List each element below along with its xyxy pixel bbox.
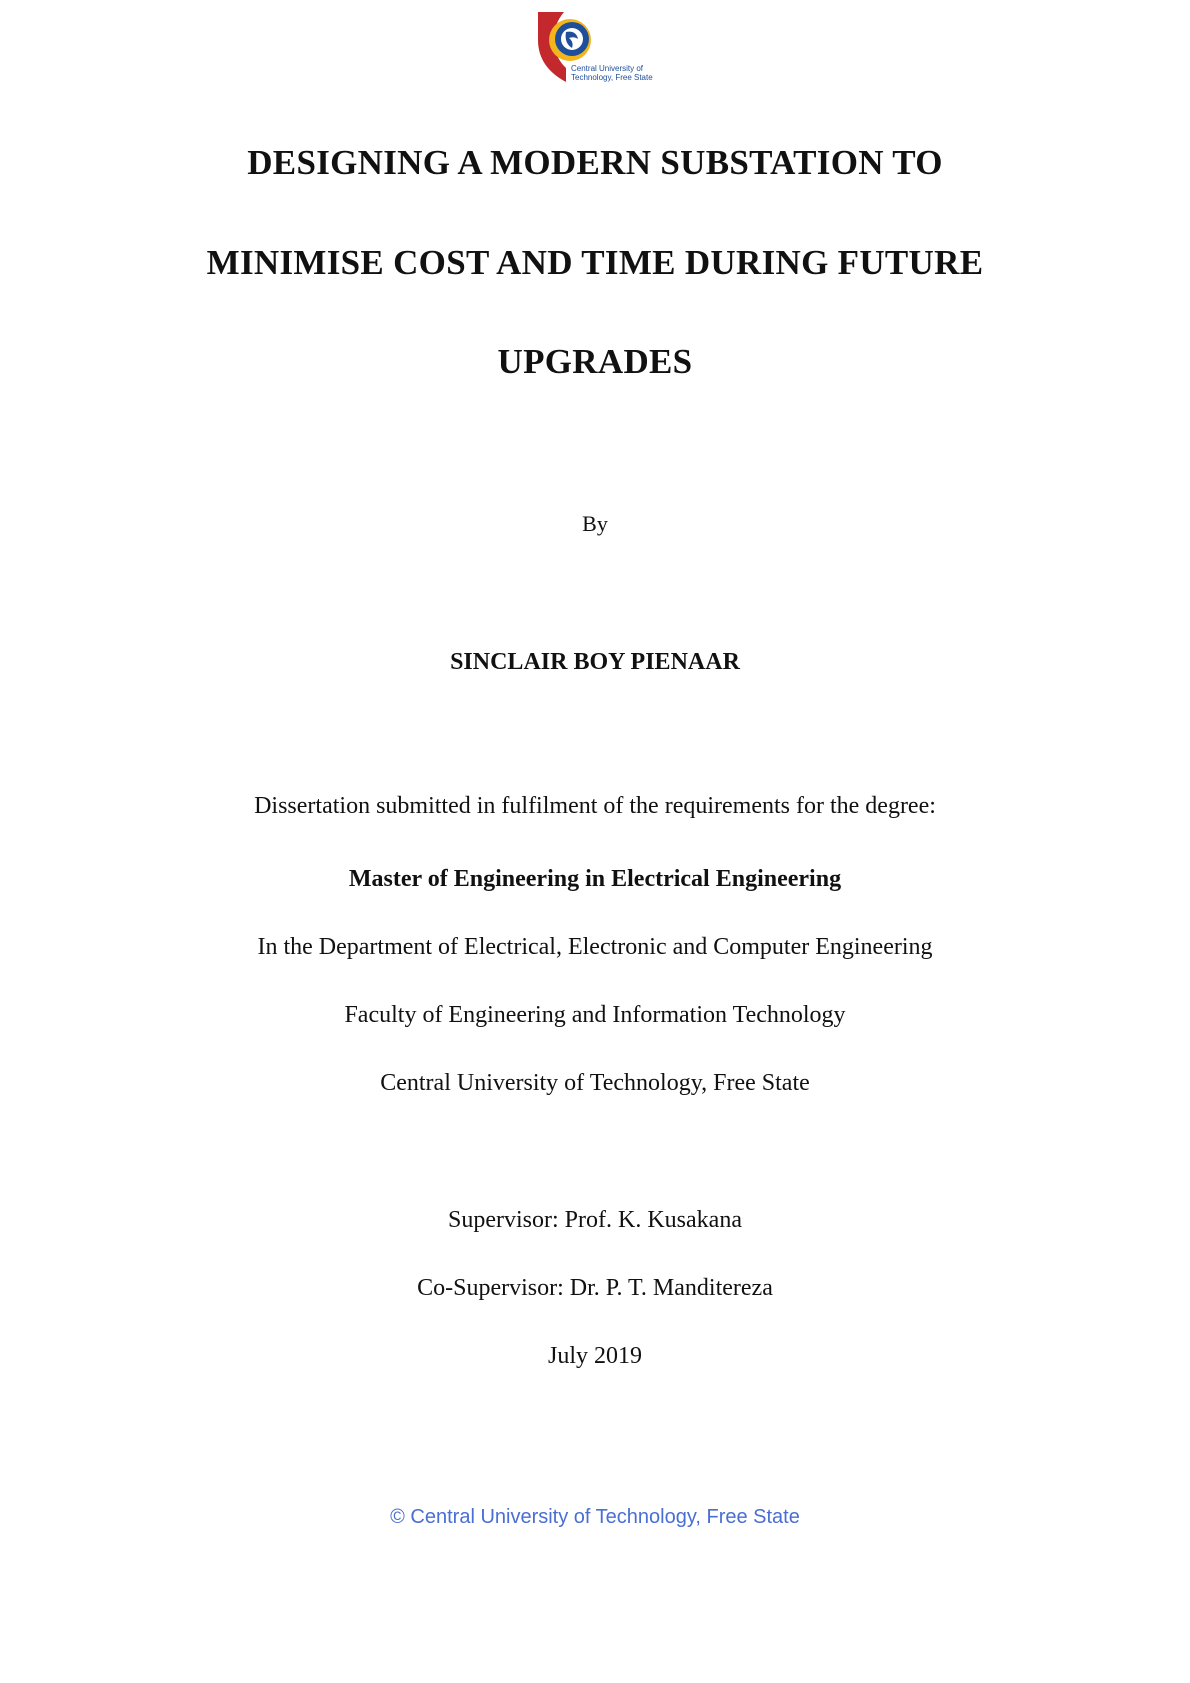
by-label: By <box>582 511 608 536</box>
logo-wordmark <box>571 64 653 82</box>
supervisor-line: Supervisor: Prof. K. Kusakana <box>448 1207 742 1233</box>
author-name: SINCLAIR BOY PIENAAR <box>450 649 740 675</box>
copyright-footer: © Central University of Technology, Free State <box>390 1506 800 1528</box>
submission-statement: Dissertation submitted in fulfilment of the requirements for the degree: <box>254 793 936 819</box>
logo-text-line1: Central University of <box>571 64 644 73</box>
department-line: In the Department of Electrical, Electronic and Computer Engineering <box>257 934 933 960</box>
faculty-line: Faculty of Engineering and Information Technology <box>344 1002 846 1028</box>
title-line-3: UPGRADES <box>497 342 693 381</box>
title-line-2: MINIMISE COST AND TIME DURING FUTURE <box>206 243 984 282</box>
institution-line: Central University of Technology, Free State <box>380 1070 810 1096</box>
submission-date: July 2019 <box>547 1343 642 1369</box>
logo-text-line2: Technology, Free State <box>571 73 653 82</box>
degree-name: Master of Engineering in Electrical Engineering <box>348 866 842 892</box>
co-supervisor-line: Co-Supervisor: Dr. P. T. Manditereza <box>417 1275 773 1301</box>
title-line-1: DESIGNING A MODERN SUBSTATION TO <box>247 143 943 182</box>
university-logo <box>536 12 666 88</box>
